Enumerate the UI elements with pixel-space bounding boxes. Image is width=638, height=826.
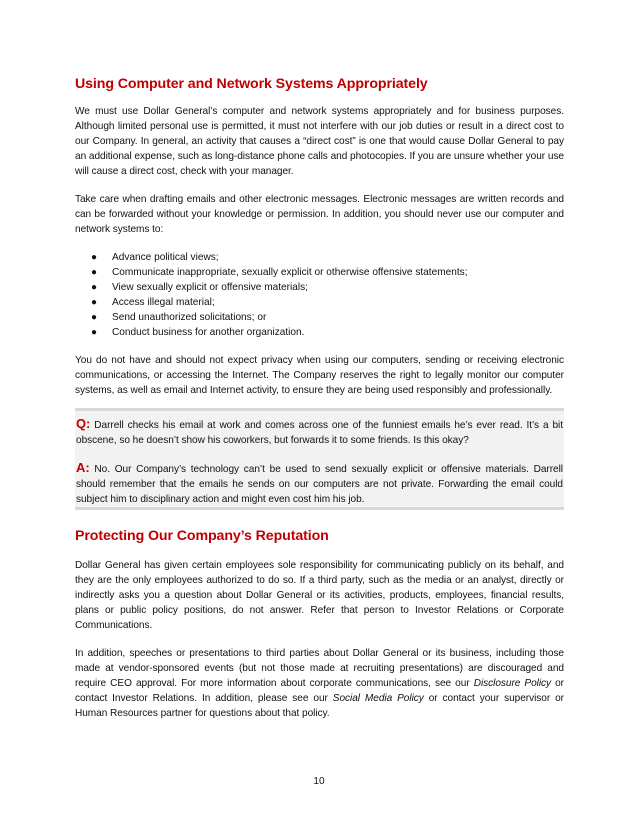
answer-label: A: xyxy=(76,460,90,475)
list-item: ● Communicate inappropriate, sexually explicit or otherwise offensive statements; xyxy=(91,267,468,278)
reputation-paragraph-2: In addition, speeches or presentations to third parties about Dollar General or its business, including those made at vendor-sponsored events (but not those made at recruiting presentations) are discouraged and require CEO approval. For more information about corporate communications, see our Disclosure Policy or contact Investor Relations. In addition, please see our Social Media Policy or contact your supervisor or Human Resources partner for questions about that policy. xyxy=(75,648,564,719)
bullet-icon: ● xyxy=(91,282,98,293)
page-number: 10 xyxy=(313,776,325,787)
answer-text: No. Our Company’s technology can’t be used to send sexually explicit or offensive materials. Darrell should remember that the emails he sends on our computers are not private. Forwarding the email could subject him to disciplinary action and might even cost him his job. xyxy=(76,464,564,505)
question-paragraph xyxy=(75,416,564,448)
list-item: ● Advance political views; xyxy=(91,252,219,263)
computer-use-paragraph-1: We must use Dollar General’s computer and network systems appropriately and for business purposes. Although limited personal use is permitted, it must not interfere with our job duties or result in a direct cost to our Company. In general, an activity that causes a “direct cost” is one that would cause Dollar General to pay an additional expense, such as long-distance phone calls and photocopies. If you are unsure whether your use will cause a direct cost, check with your manager. xyxy=(75,106,564,177)
document-page xyxy=(75,74,564,721)
bullet-icon: ● xyxy=(91,297,98,308)
section-heading-reputation: Protecting Our Company’s Reputation xyxy=(75,528,329,544)
bullet-icon: ● xyxy=(91,252,98,263)
disclosure-policy-reference: Disclosure Policy xyxy=(473,678,552,689)
section-heading-computer-use: Using Computer and Network Systems Appropriately xyxy=(75,76,428,92)
answer-paragraph xyxy=(75,460,564,507)
reputation-paragraph-1: Dollar General has given certain employees sole responsibility for communicating publicly on its behalf, and they are the only employees authorized to do so. If a third party, such as the media or an analyst, directly or indirectly asks you a question about Dollar General or its activities, products, employees, financial results, plans or public policy positions, do not answer. Refer that person to Investor Relations or Corporate Communications. xyxy=(75,560,564,631)
prohibited-uses-list xyxy=(75,250,564,340)
bullet-icon: ● xyxy=(91,267,98,278)
bullet-icon: ● xyxy=(91,327,98,338)
bullet-icon: ● xyxy=(91,312,98,323)
list-item: ● Conduct business for another organization. xyxy=(91,327,305,338)
list-item: ● Access illegal material; xyxy=(91,297,215,308)
computer-use-paragraph-2: Take care when drafting emails and other electronic messages. Electronic messages are written records and can be forwarded without your knowledge or permission. In addition, you should never use our computer and network systems to: xyxy=(75,194,564,235)
question-text: Darrell checks his email at work and comes across one of the funniest emails he’s ever read. It’s a bit obscene, so he doesn’t show his coworkers, but forwards it to some friends. Is this okay? xyxy=(76,420,563,446)
privacy-paragraph: You do not have and should not expect privacy when using our computers, sending or receiving electronic communications, or accessing the Internet. The Company reserves the right to legally monitor our computer systems, as well as email and Internet activity, to ensure they are being used responsibly and professionally. xyxy=(75,355,564,396)
social-media-policy-reference: Social Media Policy xyxy=(332,693,424,704)
question-label: Q: xyxy=(76,416,91,431)
list-item: ● View sexually explicit or offensive materials; xyxy=(91,282,308,293)
list-item: ● Send unauthorized solicitations; or xyxy=(91,312,267,323)
qa-box xyxy=(75,408,564,510)
